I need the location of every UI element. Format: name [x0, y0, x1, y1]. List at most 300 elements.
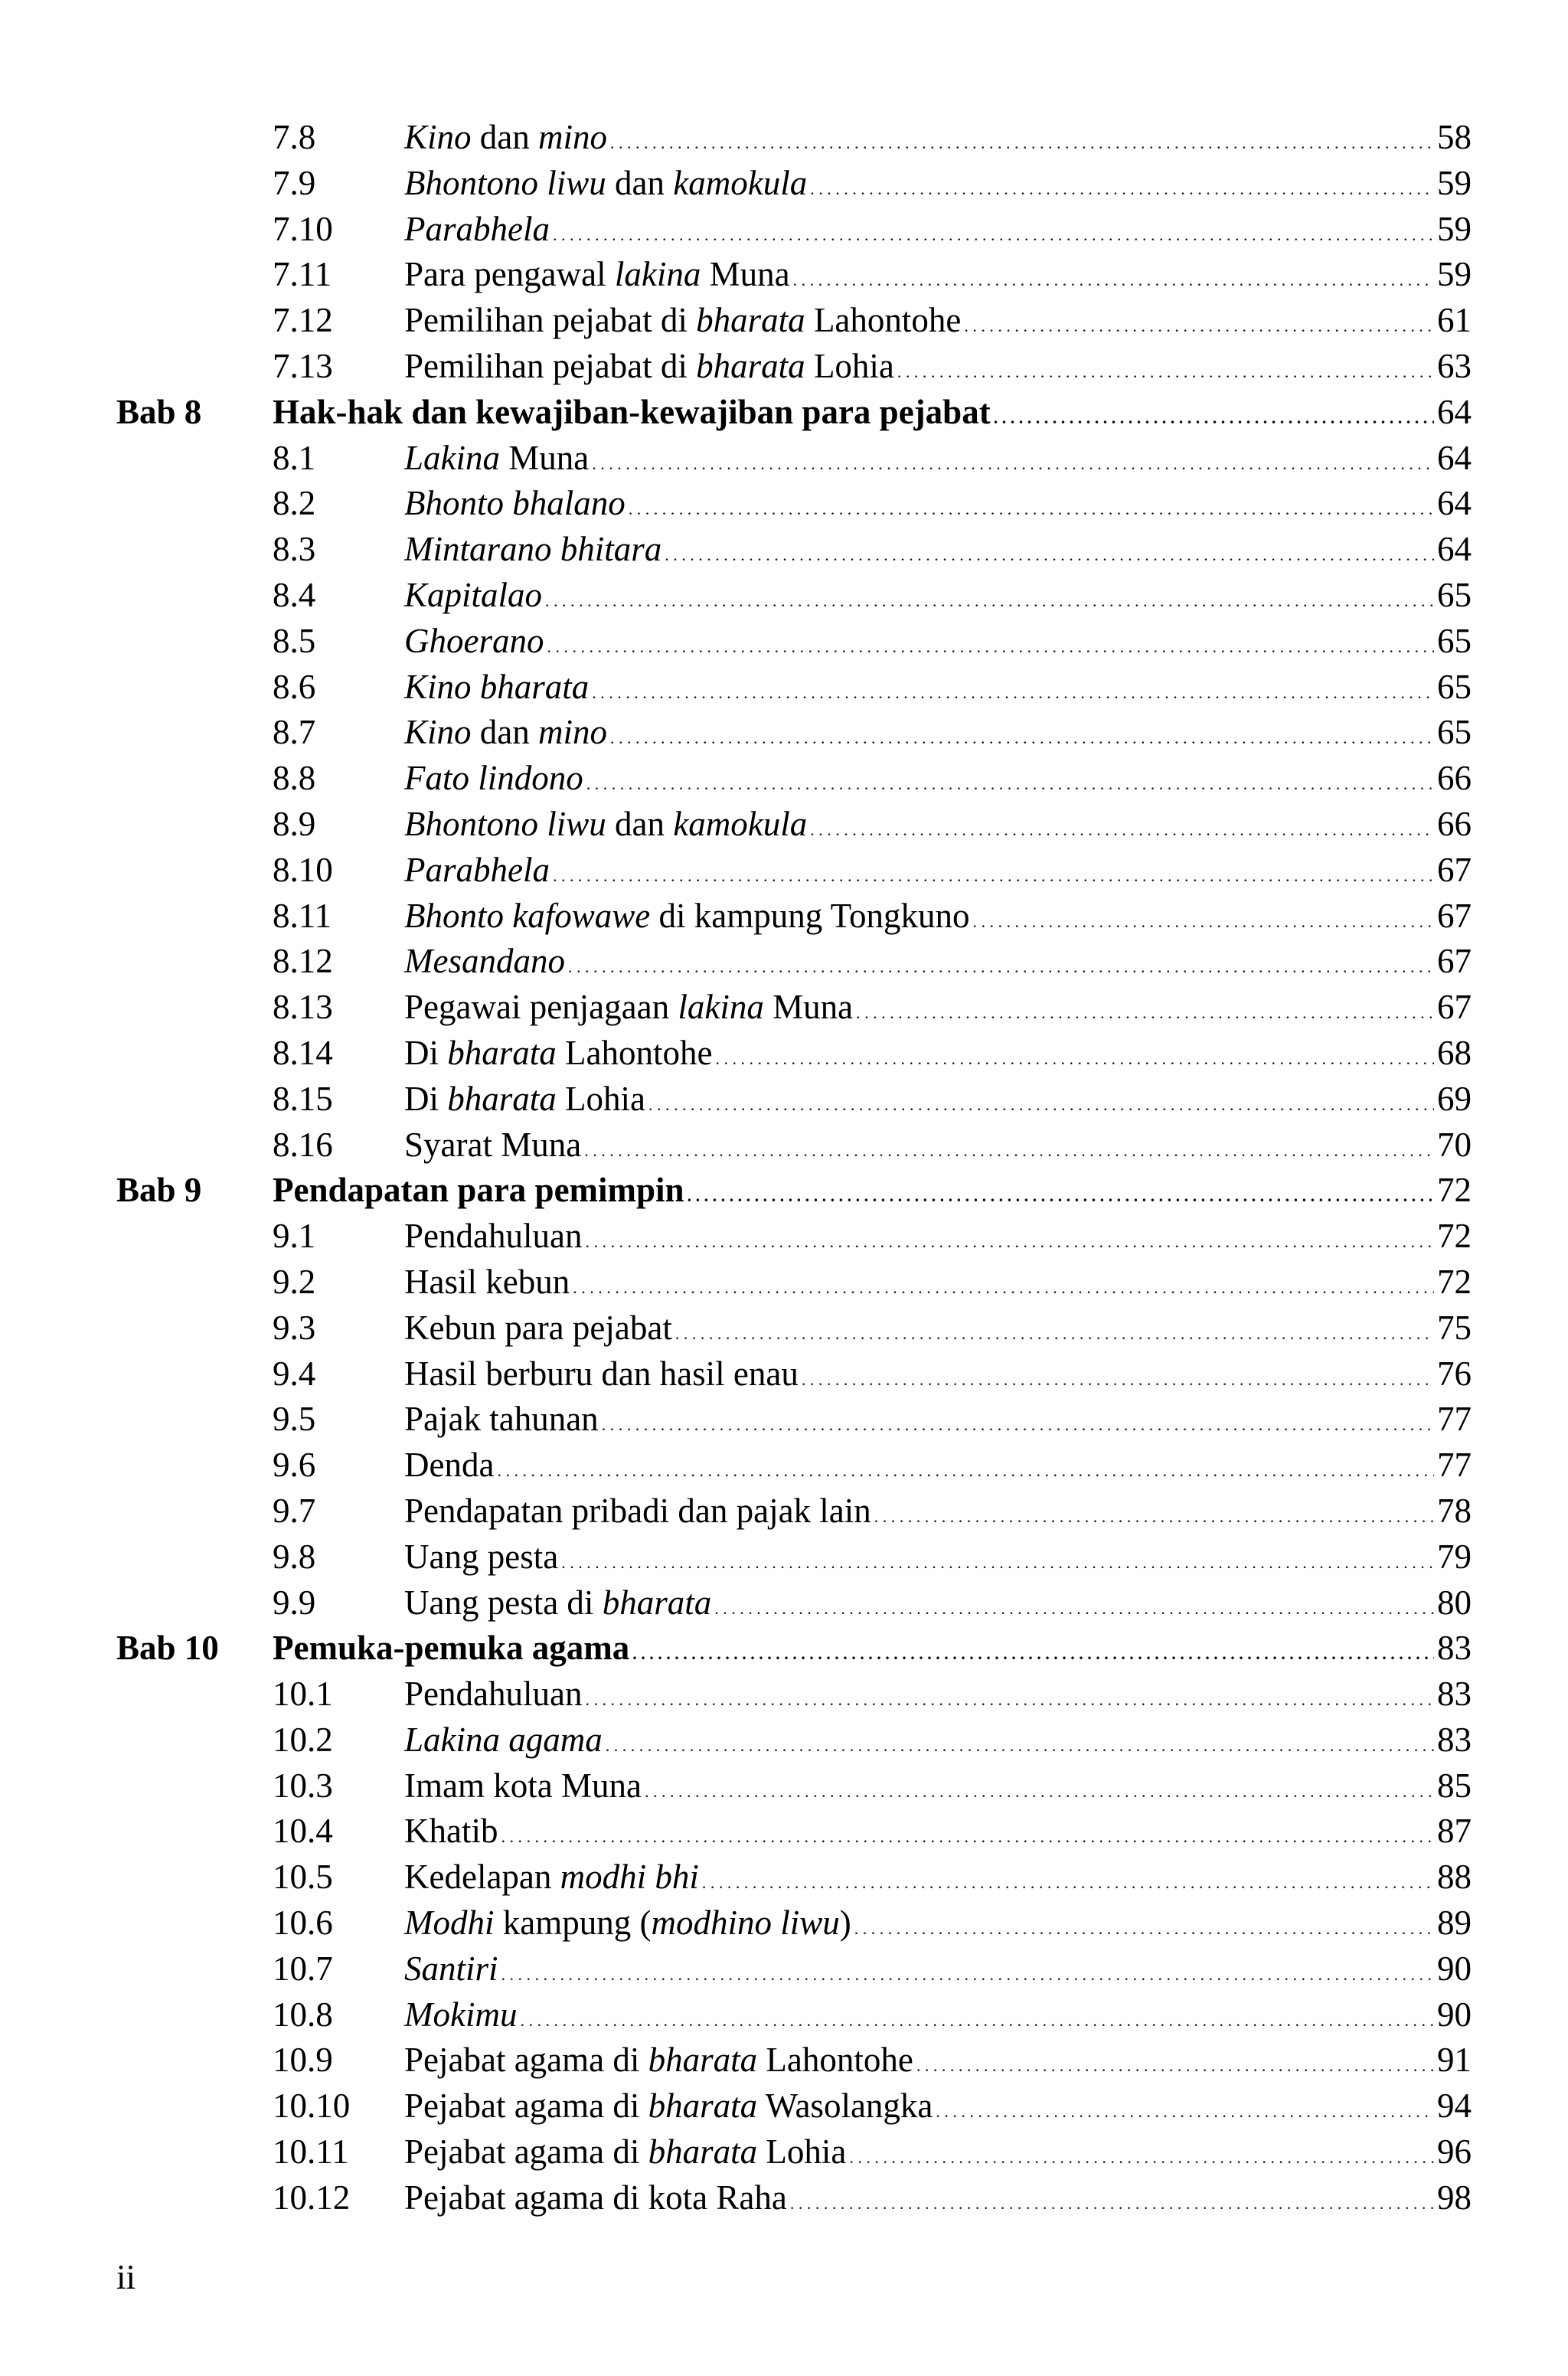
toc-section-row	[0, 710, 1568, 756]
page-number: 68	[1437, 1033, 1472, 1072]
section-number: 10.1	[273, 1675, 333, 1714]
entry-title	[404, 115, 607, 161]
title-italic-part: Lakina	[404, 438, 501, 477]
section-number: 9.1	[273, 1217, 316, 1256]
toc-section-row	[0, 1351, 1568, 1397]
toc-entry	[404, 527, 1472, 578]
dot-leader	[592, 665, 1434, 716]
toc-entry	[404, 1717, 1472, 1769]
dot-leader	[994, 390, 1434, 441]
toc-section-row	[0, 619, 1568, 665]
page-number: 65	[1437, 713, 1472, 752]
title-italic-part: Ghoerano	[404, 621, 544, 660]
dot-leader	[632, 1626, 1434, 1677]
toc-section-row	[0, 1946, 1568, 1992]
toc-entry	[273, 1626, 1472, 1677]
title-part: Pendahuluan	[404, 1675, 583, 1714]
title-italic-part: mino	[538, 118, 608, 156]
toc-entry	[404, 665, 1472, 716]
toc-entry	[404, 1351, 1472, 1403]
entry-title	[404, 1214, 582, 1260]
title-part: Lahontohe	[757, 2041, 913, 2080]
section-number: 8.3	[273, 530, 316, 569]
toc-section-row	[0, 1123, 1568, 1168]
toc-entry	[404, 802, 1472, 853]
title-part: Denda	[404, 1446, 495, 1485]
page-number: 98	[1437, 2178, 1472, 2217]
dot-leader	[856, 985, 1434, 1036]
title-part: Pejabat agama di	[404, 2041, 648, 2080]
dot-leader	[585, 1214, 1434, 1265]
entry-title	[404, 2175, 787, 2221]
entry-title	[404, 298, 961, 344]
section-number: 9.2	[273, 1262, 316, 1301]
title-part: Wasolangka	[757, 2087, 933, 2126]
section-number: 10.11	[273, 2133, 349, 2172]
dot-leader	[553, 848, 1434, 899]
title-italic-part: Modhi	[404, 1904, 495, 1943]
toc-section-row	[0, 298, 1568, 344]
title-part: Pejabat agama di kota Raha	[404, 2178, 787, 2217]
entry-title	[404, 619, 544, 665]
page-number: 77	[1437, 1446, 1472, 1485]
dot-leader	[645, 1763, 1434, 1815]
dot-leader	[874, 1489, 1434, 1540]
dot-leader	[501, 1809, 1434, 1860]
toc-entry	[404, 573, 1472, 624]
entry-title	[404, 894, 969, 940]
toc-entry	[273, 1168, 1472, 1219]
section-number: 8.14	[273, 1033, 333, 1072]
title-part: Muna	[701, 255, 790, 294]
title-part: dan	[606, 163, 674, 202]
toc-chapter-row	[0, 390, 1568, 436]
toc-entry	[404, 1031, 1472, 1082]
toc-entry	[404, 2175, 1472, 2227]
title-italic-part: bharata	[648, 2087, 758, 2126]
dot-leader	[610, 710, 1434, 761]
dot-leader	[547, 619, 1434, 670]
toc-entry	[404, 1260, 1472, 1311]
title-part: Lahontohe	[556, 1033, 713, 1072]
toc-entry	[404, 1763, 1472, 1815]
page-number: 59	[1437, 255, 1472, 294]
dot-leader	[586, 756, 1434, 807]
page-number: 76	[1437, 1354, 1472, 1393]
section-number: 10.7	[273, 1949, 333, 1988]
entry-title	[404, 1763, 642, 1809]
entry-title	[404, 756, 583, 802]
toc-section-row	[0, 848, 1568, 894]
toc-entry	[404, 1809, 1472, 1860]
title-italic-part: Parabhela	[404, 209, 550, 248]
toc-entry	[404, 115, 1472, 166]
section-number: 9.6	[273, 1446, 316, 1485]
title-part: Lohia	[556, 1079, 645, 1118]
toc-section-row	[0, 1855, 1568, 1900]
section-number: 8.11	[273, 896, 332, 935]
section-number: 10.6	[273, 1904, 333, 1943]
section-number: 8.12	[273, 942, 333, 981]
toc-entry	[404, 1123, 1472, 1174]
toc-entry	[404, 756, 1472, 807]
section-number: 10.4	[273, 1812, 333, 1851]
entry-title	[404, 527, 662, 573]
dot-leader	[972, 894, 1434, 945]
page-number: 64	[1437, 392, 1472, 431]
toc-entry	[404, 436, 1472, 487]
entry-title	[404, 939, 565, 985]
page-number: 90	[1437, 1949, 1472, 1988]
title-part: Pemilihan pejabat di	[404, 346, 697, 385]
title-part: Pajak tahunan	[404, 1400, 599, 1439]
table-of-contents	[0, 115, 1568, 2221]
section-number: 8.5	[273, 621, 316, 660]
section-number: 7.13	[273, 346, 333, 385]
toc-section-row	[0, 527, 1568, 573]
toc-section-row	[0, 2129, 1568, 2175]
toc-entry	[404, 848, 1472, 899]
page-number: 87	[1437, 1812, 1472, 1851]
title-italic-part: bharata	[447, 1079, 557, 1118]
page-number: 59	[1437, 209, 1472, 248]
dot-leader	[688, 1168, 1434, 1219]
dot-leader	[592, 436, 1434, 487]
page-number: 72	[1437, 1217, 1472, 1256]
toc-entry	[404, 1946, 1472, 1998]
page-number: 67	[1437, 896, 1472, 935]
page-number: 64	[1437, 530, 1472, 569]
toc-chapter-row	[0, 1168, 1568, 1214]
section-number: 8.15	[273, 1079, 333, 1118]
title-part: Uang pesta	[404, 1537, 559, 1576]
toc-entry	[404, 1077, 1472, 1128]
section-number: 10.3	[273, 1766, 333, 1805]
toc-entry	[404, 1397, 1472, 1448]
toc-section-row	[0, 1031, 1568, 1077]
title-part: Pendapatan pribadi dan pajak lain	[404, 1491, 871, 1530]
title-part: Khatib	[404, 1812, 498, 1851]
section-number: 9.8	[273, 1537, 316, 1576]
page-number: 83	[1437, 1720, 1472, 1759]
toc-section-row	[0, 1260, 1568, 1306]
title-italic-part: bharata	[648, 2133, 758, 2172]
title-italic-part: Mintarano bhitara	[404, 530, 662, 569]
toc-entry	[404, 252, 1472, 303]
section-number: 8.13	[273, 988, 333, 1027]
entry-title	[273, 1168, 684, 1214]
entry-title	[404, 1672, 582, 1717]
section-number: 8.2	[273, 484, 316, 523]
section-number: 10.2	[273, 1720, 333, 1759]
page-number: 69	[1437, 1079, 1472, 1118]
toc-entry	[404, 1900, 1472, 1952]
title-italic-part: kamokula	[673, 163, 808, 202]
section-number: 8.10	[273, 850, 333, 889]
toc-section-row	[0, 481, 1568, 527]
toc-entry	[404, 2129, 1472, 2181]
title-part: Pemilihan pejabat di	[404, 301, 697, 340]
toc-section-row	[0, 1763, 1568, 1809]
dot-leader	[501, 1946, 1434, 1998]
dot-leader	[810, 802, 1434, 853]
page-number: 75	[1437, 1308, 1472, 1347]
dot-leader	[520, 1992, 1434, 2044]
toc-entry	[404, 1580, 1472, 1632]
dot-leader	[568, 939, 1434, 990]
title-part: Uang pesta di	[404, 1583, 603, 1622]
toc-section-row	[0, 252, 1568, 298]
section-number: 10.5	[273, 1858, 333, 1897]
toc-entry	[404, 2038, 1472, 2089]
section-number: 8.9	[273, 804, 316, 843]
toc-section-row	[0, 1077, 1568, 1123]
title-part: Hasil kebun	[404, 1262, 570, 1301]
page-number: 63	[1437, 346, 1472, 385]
chapter-label: Bab 8	[116, 392, 202, 431]
entry-title	[404, 2129, 846, 2175]
entry-title	[404, 1397, 599, 1443]
section-number: 8.4	[273, 575, 316, 614]
toc-section-row	[0, 1489, 1568, 1534]
page-number: 77	[1437, 1400, 1472, 1439]
entry-title	[404, 252, 790, 298]
title-italic-part: bharata	[447, 1033, 557, 1072]
toc-section-row	[0, 1580, 1568, 1626]
title-part: Kedelapan	[404, 1858, 560, 1897]
entry-title	[404, 1900, 851, 1946]
page-number: 94	[1437, 2087, 1472, 2126]
dot-leader	[810, 161, 1434, 212]
toc-entry	[404, 1672, 1472, 1723]
toc-section-row	[0, 115, 1568, 161]
toc-section-row	[0, 1809, 1568, 1855]
dot-leader	[936, 2083, 1434, 2135]
entry-title	[404, 207, 550, 253]
toc-entry	[404, 710, 1472, 761]
section-number: 7.12	[273, 301, 333, 340]
dot-leader	[675, 1306, 1434, 1357]
title-italic-part: Kino bharata	[404, 667, 590, 706]
dot-leader	[793, 252, 1434, 303]
page-number: 65	[1437, 575, 1472, 614]
entry-title	[404, 1123, 581, 1168]
entry-title	[273, 390, 991, 436]
page-number: 91	[1437, 2041, 1472, 2080]
entry-title	[404, 1351, 799, 1397]
section-number: 9.5	[273, 1400, 316, 1439]
title-part: Di	[404, 1079, 448, 1118]
page-number: 61	[1437, 301, 1472, 340]
title-italic-part: modhino liwu	[651, 1904, 840, 1943]
title-part: Para pengawal	[404, 255, 615, 294]
title-part: Syarat Muna	[404, 1125, 582, 1164]
toc-section-row	[0, 161, 1568, 207]
title-italic-part: Kino	[404, 713, 472, 752]
page-number: 83	[1437, 1629, 1472, 1668]
page-number: 67	[1437, 988, 1472, 1027]
entry-title	[404, 1489, 871, 1534]
title-italic-part: Kapitalao	[404, 575, 543, 614]
entry-title	[404, 1077, 645, 1123]
page-number: 65	[1437, 621, 1472, 660]
title-italic-part: Bhonto kafowawe	[404, 896, 651, 935]
title-italic-part: bharata	[696, 346, 805, 385]
toc-entry	[404, 1443, 1472, 1494]
dot-leader	[606, 1717, 1434, 1769]
title-part: Lohia	[757, 2133, 847, 2172]
section-number: 8.16	[273, 1125, 333, 1164]
entry-title	[404, 1992, 517, 2038]
entry-title	[404, 802, 807, 848]
toc-entry	[404, 344, 1472, 395]
title-part: Kebun para pejabat	[404, 1308, 672, 1347]
title-part: Lahontohe	[805, 301, 962, 340]
title-part: Lohia	[805, 346, 894, 385]
dot-leader	[849, 2129, 1434, 2181]
toc-section-row	[0, 1214, 1568, 1260]
title-part: Muna	[500, 438, 590, 477]
title-part: Hak-hak dan kewajiban-kewajiban para pejabat	[273, 392, 991, 431]
entry-title	[404, 1534, 558, 1580]
dot-leader	[702, 1855, 1434, 1906]
title-italic-part: kamokula	[673, 804, 808, 843]
toc-entry	[404, 619, 1472, 670]
toc-entry	[273, 390, 1472, 441]
title-italic-part: lakina	[678, 988, 764, 1027]
page-number: 78	[1437, 1491, 1472, 1530]
dot-leader	[585, 1672, 1434, 1723]
page-number: 80	[1437, 1583, 1472, 1622]
toc-section-row	[0, 573, 1568, 619]
dot-leader	[561, 1534, 1434, 1586]
entry-title	[404, 1580, 711, 1626]
page-number: 65	[1437, 667, 1472, 706]
title-italic-part: Santiri	[404, 1949, 498, 1988]
toc-section-row	[0, 1900, 1568, 1946]
toc-entry	[404, 207, 1472, 258]
title-part: Pendapatan para pemimpin	[273, 1171, 684, 1210]
entry-title	[404, 1443, 494, 1489]
dot-leader	[553, 207, 1434, 258]
title-part: Imam kota Muna	[404, 1766, 642, 1805]
entry-title	[404, 1306, 672, 1351]
dot-leader	[790, 2175, 1434, 2227]
section-number: 9.7	[273, 1491, 316, 1530]
title-part: dan	[471, 118, 539, 156]
page-number: 64	[1437, 484, 1472, 523]
page-number: 64	[1437, 438, 1472, 477]
entry-title	[404, 1031, 712, 1077]
title-part: dan	[471, 713, 539, 752]
dot-leader	[602, 1397, 1434, 1448]
toc-section-row	[0, 894, 1568, 940]
toc-section-row	[0, 2038, 1568, 2083]
section-number: 8.7	[273, 713, 316, 752]
title-part: di kampung Tongkuno	[650, 896, 970, 935]
entry-title	[404, 573, 542, 619]
title-italic-part: Bhontono liwu	[404, 163, 606, 202]
toc-entry	[404, 1214, 1472, 1265]
dot-leader	[897, 344, 1434, 395]
dot-leader	[715, 1031, 1434, 1082]
title-part: Pejabat agama di	[404, 2087, 648, 2126]
section-number: 7.8	[273, 118, 316, 156]
section-number: 8.1	[273, 438, 316, 477]
section-number: 9.3	[273, 1308, 316, 1347]
section-number: 7.11	[273, 255, 332, 294]
toc-entry	[404, 2083, 1472, 2135]
dot-leader	[648, 1077, 1434, 1128]
title-italic-part: bharata	[602, 1583, 712, 1622]
toc-section-row	[0, 1443, 1568, 1489]
page-number: 59	[1437, 163, 1472, 202]
entry-title	[404, 481, 626, 527]
title-italic-part: Mokimu	[404, 1995, 518, 2034]
page-number: 88	[1437, 1858, 1472, 1897]
dot-leader	[854, 1900, 1434, 1952]
toc-section-row	[0, 1672, 1568, 1717]
toc-section-row	[0, 1534, 1568, 1580]
toc-entry	[404, 894, 1472, 945]
page-number: 79	[1437, 1537, 1472, 1576]
dot-leader	[573, 1260, 1434, 1311]
entry-title	[404, 436, 589, 482]
toc-section-row	[0, 1992, 1568, 2038]
toc-chapter-row	[0, 1626, 1568, 1672]
page-number: 58	[1437, 118, 1472, 156]
page-number: 70	[1437, 1125, 1472, 1164]
toc-entry	[404, 1306, 1472, 1357]
chapter-label: Bab 9	[116, 1171, 202, 1210]
page-number: 89	[1437, 1904, 1472, 1943]
toc-section-row	[0, 207, 1568, 253]
section-number: 7.10	[273, 209, 333, 248]
page-number: 67	[1437, 942, 1472, 981]
entry-title	[404, 1809, 498, 1855]
toc-section-row	[0, 436, 1568, 482]
toc-section-row	[0, 344, 1568, 390]
toc-section-row	[0, 802, 1568, 848]
section-number: 10.8	[273, 1995, 333, 2034]
section-number: 10.9	[273, 2041, 333, 2080]
toc-entry	[404, 985, 1472, 1036]
dot-leader	[665, 527, 1434, 578]
toc-section-row	[0, 756, 1568, 802]
toc-section-row	[0, 1717, 1568, 1763]
section-number: 10.12	[273, 2178, 351, 2217]
entry-title	[404, 665, 589, 711]
section-number: 7.9	[273, 163, 316, 202]
section-number: 10.10	[273, 2087, 351, 2126]
entry-title	[404, 1717, 603, 1763]
entry-title	[404, 710, 607, 756]
page-number: 90	[1437, 1995, 1472, 2034]
dot-leader	[802, 1351, 1434, 1403]
toc-section-row	[0, 2175, 1568, 2221]
title-italic-part: lakina	[614, 255, 701, 294]
page-number: 83	[1437, 1675, 1472, 1714]
entry-title	[404, 161, 807, 207]
entry-title	[404, 848, 550, 894]
toc-section-row	[0, 1306, 1568, 1351]
toc-entry	[404, 298, 1472, 349]
entry-title	[404, 2083, 933, 2129]
title-italic-part: bharata	[648, 2041, 758, 2080]
toc-entry	[404, 1534, 1472, 1586]
toc-section-row	[0, 939, 1568, 985]
page-number: 66	[1437, 759, 1472, 798]
